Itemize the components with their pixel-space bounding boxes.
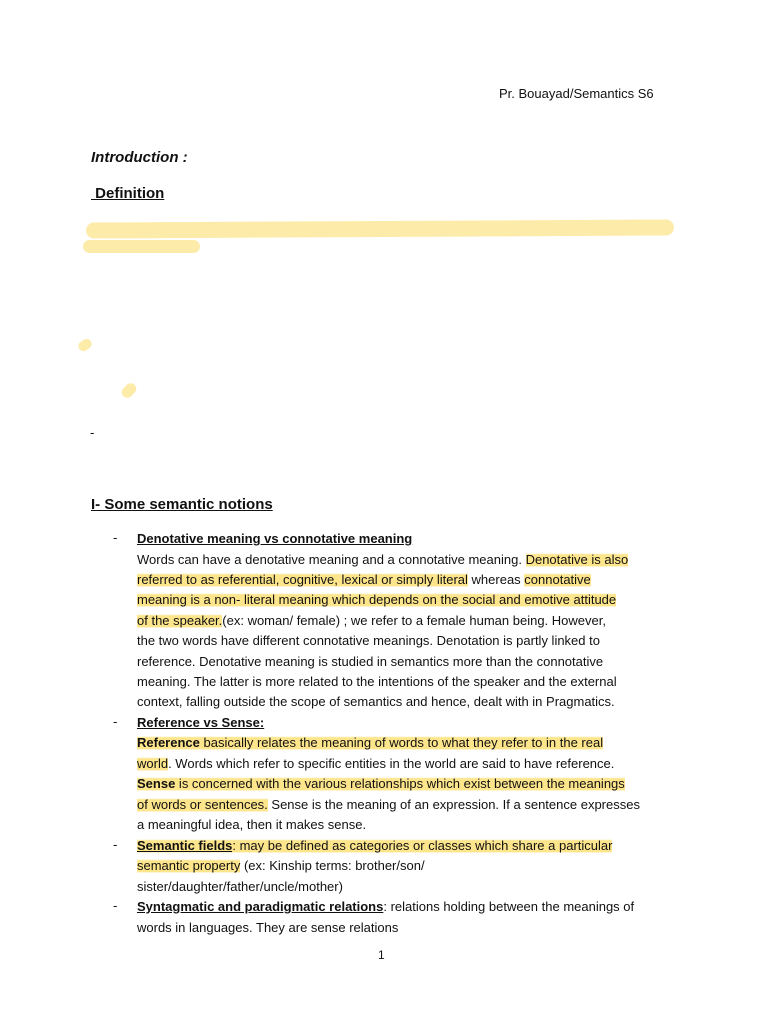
text-line: [137, 856, 425, 876]
text-line: sister/daughter/father/uncle/mother): [137, 879, 343, 894]
text-line: the two words have different connotative meanings. Denotation is partly linked to: [137, 633, 600, 648]
bullet-dash: -: [113, 837, 118, 852]
text-line: meaning. The latter is more related to the intentions of the speaker and the external: [137, 674, 617, 689]
text-span: whereas: [467, 572, 525, 587]
item-title-denotative: [137, 529, 412, 549]
text-line: [137, 795, 640, 815]
bullet-dash: -: [113, 898, 118, 913]
text-line: reference. Denotative meaning is studied in semantics more than the connotative: [137, 654, 604, 669]
semantic-fields-term: Semantic fields: [137, 838, 233, 853]
page-number: 1: [378, 948, 385, 962]
text-line: [137, 590, 616, 610]
highlighted-text: Denotative is also: [525, 552, 629, 567]
highlighted-text: connotative: [524, 572, 591, 587]
course-header: Pr. Bouayad/Semantics S6: [499, 86, 654, 101]
text-line: [137, 836, 612, 856]
highlighted-text: is concerned with the various relationships which exist between the meanings: [175, 776, 625, 791]
highlight-mark: [119, 381, 138, 400]
text-line: context, falling outside the scope of semantics and hence, dealt with in Pragmatics.: [137, 694, 615, 709]
bullet-dash: -: [113, 530, 118, 545]
highlighted-term: Reference: [137, 735, 200, 750]
text-line: words in languages. They are sense relations: [137, 920, 399, 935]
text-span: Sense is the meaning of an expression. If a sentence expresses: [267, 797, 640, 812]
highlighted-text: world: [137, 756, 169, 771]
highlight-stroke: [83, 240, 200, 253]
highlighted-text: of words or sentences.: [137, 797, 268, 812]
text-line: [137, 754, 614, 774]
item-title-reference: [137, 713, 264, 733]
text-line: [137, 611, 606, 631]
highlighted-text: referred to as referential, cognitive, lexical or simply literal: [137, 572, 468, 587]
highlighted-text: : may be defined as categories or classes which share a particular: [232, 838, 613, 853]
reference-title: Reference vs Sense:: [137, 715, 265, 730]
syntagmatic-term: Syntagmatic and paradigmatic relations: [137, 899, 384, 914]
highlighted-term: Sense: [137, 776, 176, 791]
denotative-title: Denotative meaning vs connotative meaning: [137, 531, 413, 546]
highlighted-text: semantic property: [137, 858, 241, 873]
text-line: [137, 550, 628, 570]
highlighted-text: meaning is a non- literal meaning which depends on the social and emotive attitude: [137, 592, 617, 607]
definition-heading: Definition: [91, 185, 165, 202]
bullet-dash: -: [113, 714, 118, 729]
section-title: I- Some semantic notions: [91, 496, 273, 513]
introduction-heading: Introduction :: [91, 149, 188, 166]
text-span: (ex: woman/ female) ; we refer to a female human being. However,: [222, 613, 606, 628]
text-line: a meaningful idea, then it makes sense.: [137, 817, 367, 832]
text-span: Words can have a denotative meaning and a connotative meaning.: [137, 552, 526, 567]
highlighted-text: of the speaker.: [137, 613, 223, 628]
text-span: (ex: Kinship terms: brother/son/: [240, 858, 425, 873]
highlight-stroke: [86, 219, 674, 238]
text-line: [137, 570, 591, 590]
text-span: . Words which refer to specific entities in the world are said to have reference.: [168, 756, 615, 771]
text-span: : relations holding between the meanings of: [383, 899, 635, 914]
highlight-mark: [76, 337, 93, 353]
text-line: [137, 897, 634, 917]
highlighted-text: basically relates the meaning of words to what they refer to in the real: [199, 735, 604, 750]
stray-dash: -: [90, 425, 95, 440]
text-line: [137, 733, 603, 753]
text-line: [137, 774, 625, 794]
